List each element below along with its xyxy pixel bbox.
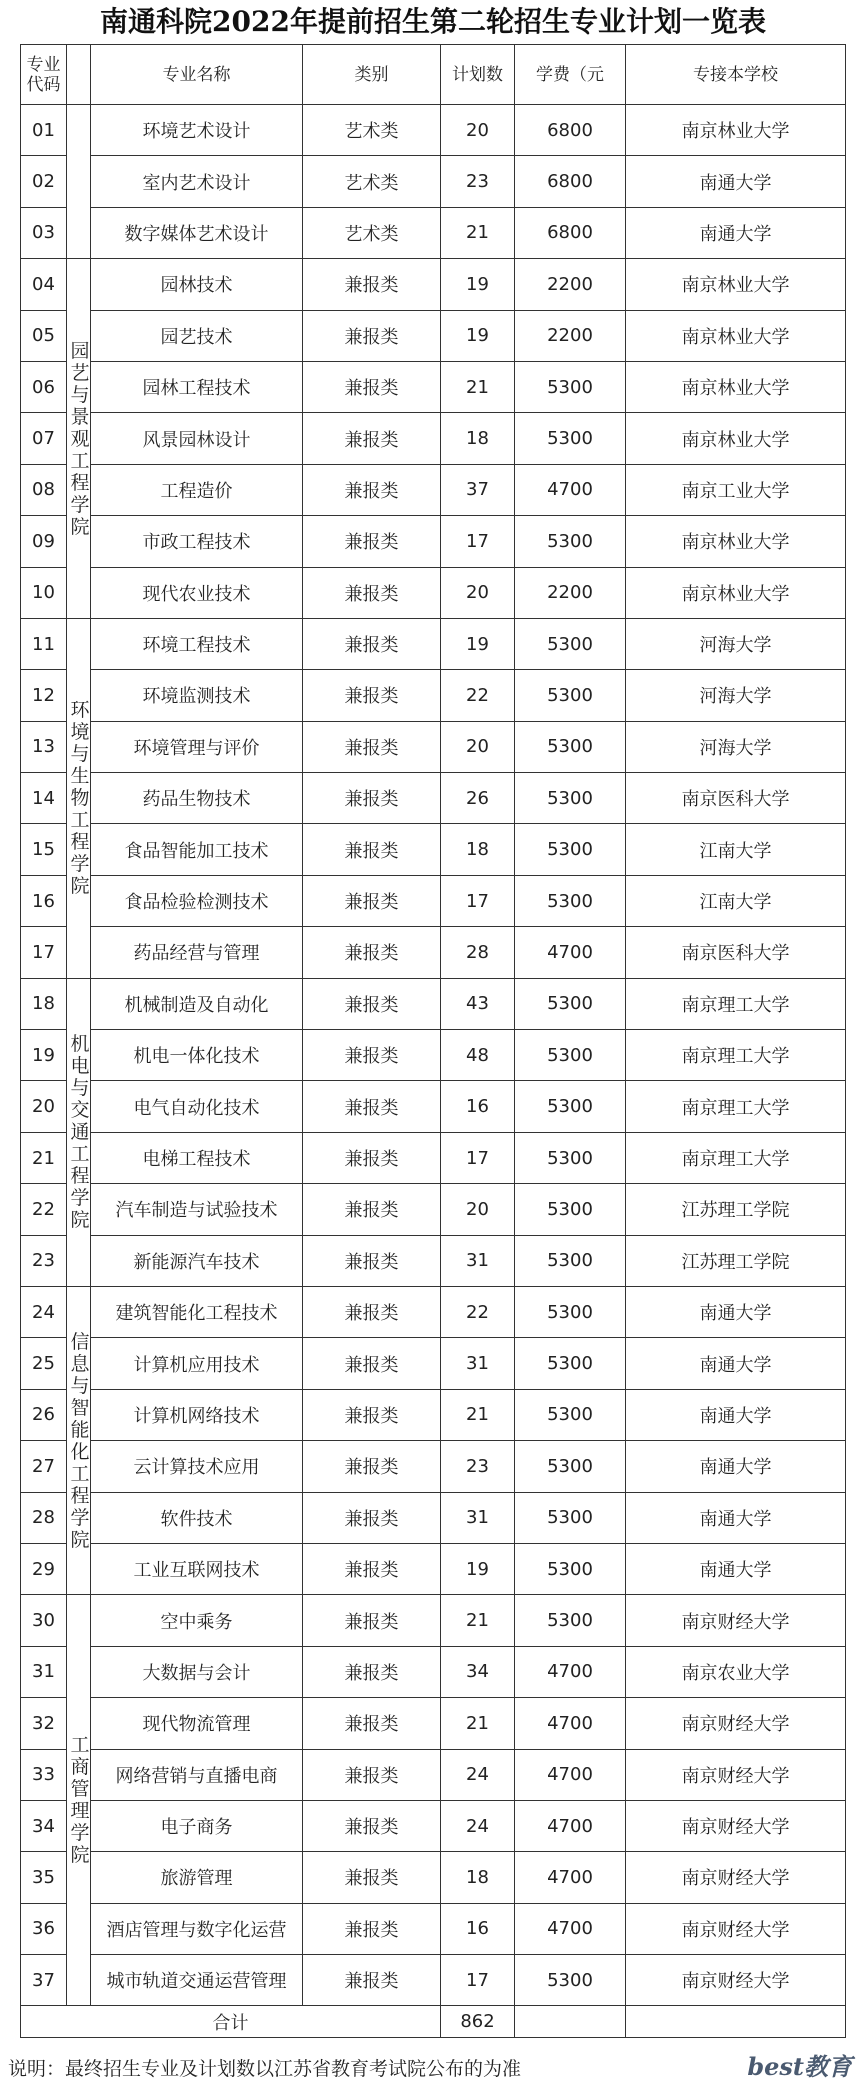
tuition-fee: 4700 bbox=[515, 1749, 626, 1800]
plan-count: 18 bbox=[441, 413, 515, 464]
major-name: 空中乘务 bbox=[91, 1595, 303, 1646]
major-name: 汽车制造与试验技术 bbox=[91, 1184, 303, 1235]
tuition-fee: 5300 bbox=[515, 1081, 626, 1132]
plan-count: 16 bbox=[441, 1903, 515, 1954]
plan-count: 37 bbox=[441, 464, 515, 515]
tuition-fee: 4700 bbox=[515, 1852, 626, 1903]
major-code: 19 bbox=[21, 1030, 67, 1081]
plan-count: 20 bbox=[441, 567, 515, 618]
major-name: 环境工程技术 bbox=[91, 618, 303, 669]
transfer-school: 南京林业大学 bbox=[626, 361, 846, 412]
tuition-fee: 2200 bbox=[515, 567, 626, 618]
page-title: 南通科院2022年提前招生第二轮招生专业计划一览表 bbox=[100, 5, 766, 38]
tuition-fee: 4700 bbox=[515, 1903, 626, 1954]
department-cell bbox=[67, 105, 91, 259]
major-category: 兼报类 bbox=[303, 618, 441, 669]
major-category: 兼报类 bbox=[303, 1338, 441, 1389]
transfer-school: 南通大学 bbox=[626, 1543, 846, 1594]
header-name: 专业名称 bbox=[91, 45, 303, 105]
tuition-fee: 5300 bbox=[515, 1184, 626, 1235]
tuition-fee: 5300 bbox=[515, 978, 626, 1029]
plan-count: 48 bbox=[441, 1030, 515, 1081]
footnote: 说明：最终招生专业及计划数以江苏省教育考试院公布的为准 bbox=[8, 2058, 522, 2080]
tuition-fee: 5300 bbox=[515, 516, 626, 567]
tuition-fee: 5300 bbox=[515, 1955, 626, 2006]
major-code: 25 bbox=[21, 1338, 67, 1389]
transfer-school: 南京医科大学 bbox=[626, 927, 846, 978]
major-category: 兼报类 bbox=[303, 1132, 441, 1183]
tuition-fee: 5300 bbox=[515, 618, 626, 669]
major-code: 02 bbox=[21, 156, 67, 207]
tuition-fee: 5300 bbox=[515, 361, 626, 412]
major-category: 兼报类 bbox=[303, 1595, 441, 1646]
transfer-school: 南京财经大学 bbox=[626, 1595, 846, 1646]
table-row bbox=[21, 1389, 846, 1440]
plan-count: 18 bbox=[441, 824, 515, 875]
table-row bbox=[21, 1903, 846, 1954]
tuition-fee: 5300 bbox=[515, 1030, 626, 1081]
major-code: 32 bbox=[21, 1698, 67, 1749]
table-row bbox=[21, 618, 846, 669]
total-fee bbox=[515, 2006, 626, 2038]
major-category: 兼报类 bbox=[303, 1441, 441, 1492]
major-category: 兼报类 bbox=[303, 1286, 441, 1337]
plan-count: 17 bbox=[441, 516, 515, 567]
major-code: 30 bbox=[21, 1595, 67, 1646]
major-category: 兼报类 bbox=[303, 1235, 441, 1286]
tuition-fee: 5300 bbox=[515, 1338, 626, 1389]
department-cell bbox=[67, 1595, 91, 2006]
total-school bbox=[626, 2006, 846, 2038]
header-code: 专业代码 bbox=[21, 45, 67, 105]
major-name: 新能源汽车技术 bbox=[91, 1235, 303, 1286]
major-code: 34 bbox=[21, 1800, 67, 1851]
transfer-school: 南京财经大学 bbox=[626, 1749, 846, 1800]
table-row bbox=[21, 1543, 846, 1594]
major-name: 食品检验检测技术 bbox=[91, 875, 303, 926]
major-category: 兼报类 bbox=[303, 875, 441, 926]
transfer-school: 河海大学 bbox=[626, 670, 846, 721]
major-category: 兼报类 bbox=[303, 1698, 441, 1749]
major-name: 计算机应用技术 bbox=[91, 1338, 303, 1389]
tuition-fee: 5300 bbox=[515, 824, 626, 875]
major-code: 09 bbox=[21, 516, 67, 567]
major-name: 环境艺术设计 bbox=[91, 105, 303, 156]
watermark-logo: best教育 bbox=[747, 2052, 852, 2081]
major-name: 环境监测技术 bbox=[91, 670, 303, 721]
table-row bbox=[21, 1698, 846, 1749]
transfer-school: 南京林业大学 bbox=[626, 516, 846, 567]
plan-count: 21 bbox=[441, 1389, 515, 1440]
transfer-school: 南京林业大学 bbox=[626, 105, 846, 156]
tuition-fee: 6800 bbox=[515, 207, 626, 258]
table-row bbox=[21, 1338, 846, 1389]
table-row bbox=[21, 1030, 846, 1081]
plan-count: 28 bbox=[441, 927, 515, 978]
transfer-school: 南通大学 bbox=[626, 1338, 846, 1389]
transfer-school: 南通大学 bbox=[626, 1441, 846, 1492]
transfer-school: 南京理工大学 bbox=[626, 1132, 846, 1183]
tuition-fee: 5300 bbox=[515, 1235, 626, 1286]
table-row bbox=[21, 1646, 846, 1697]
major-name: 计算机网络技术 bbox=[91, 1389, 303, 1440]
major-code: 16 bbox=[21, 875, 67, 926]
major-category: 兼报类 bbox=[303, 1389, 441, 1440]
plan-count: 26 bbox=[441, 773, 515, 824]
major-name: 园林工程技术 bbox=[91, 361, 303, 412]
major-category: 兼报类 bbox=[303, 567, 441, 618]
transfer-school: 南通大学 bbox=[626, 1389, 846, 1440]
department-cell bbox=[67, 618, 91, 978]
major-code: 08 bbox=[21, 464, 67, 515]
transfer-school: 南京财经大学 bbox=[626, 1903, 846, 1954]
major-name: 建筑智能化工程技术 bbox=[91, 1286, 303, 1337]
total-plan: 862 bbox=[441, 2006, 515, 2038]
transfer-school: 南京财经大学 bbox=[626, 1852, 846, 1903]
total-row bbox=[21, 2006, 846, 2038]
plan-count: 23 bbox=[441, 156, 515, 207]
major-code: 23 bbox=[21, 1235, 67, 1286]
major-code: 27 bbox=[21, 1441, 67, 1492]
major-category: 兼报类 bbox=[303, 1852, 441, 1903]
major-category: 兼报类 bbox=[303, 1955, 441, 2006]
table-row bbox=[21, 464, 846, 515]
tuition-fee: 6800 bbox=[515, 156, 626, 207]
tuition-fee: 5300 bbox=[515, 1492, 626, 1543]
table-row bbox=[21, 1749, 846, 1800]
department-label: 工商管理学院 bbox=[70, 1734, 90, 1867]
tuition-fee: 5300 bbox=[515, 1389, 626, 1440]
major-code: 04 bbox=[21, 259, 67, 310]
major-name: 大数据与会计 bbox=[91, 1646, 303, 1697]
major-category: 兼报类 bbox=[303, 721, 441, 772]
major-code: 22 bbox=[21, 1184, 67, 1235]
plan-count: 21 bbox=[441, 207, 515, 258]
major-code: 24 bbox=[21, 1286, 67, 1337]
transfer-school: 江南大学 bbox=[626, 824, 846, 875]
table-row bbox=[21, 773, 846, 824]
tuition-fee: 5300 bbox=[515, 1595, 626, 1646]
major-code: 17 bbox=[21, 927, 67, 978]
transfer-school: 江南大学 bbox=[626, 875, 846, 926]
major-name: 城市轨道交通运营管理 bbox=[91, 1955, 303, 2006]
major-category: 兼报类 bbox=[303, 773, 441, 824]
table-row bbox=[21, 1955, 846, 2006]
header-fee: 学费（元 bbox=[515, 45, 626, 105]
table-row bbox=[21, 259, 846, 310]
tuition-fee: 5300 bbox=[515, 1132, 626, 1183]
tuition-fee: 5300 bbox=[515, 875, 626, 926]
department-cell bbox=[67, 1286, 91, 1594]
plan-count: 31 bbox=[441, 1338, 515, 1389]
total-label: 合计 bbox=[21, 2006, 441, 2038]
table-row bbox=[21, 1132, 846, 1183]
plan-count: 17 bbox=[441, 1955, 515, 2006]
plan-count: 20 bbox=[441, 721, 515, 772]
major-category: 兼报类 bbox=[303, 361, 441, 412]
tuition-fee: 2200 bbox=[515, 259, 626, 310]
department-cell bbox=[67, 978, 91, 1286]
plan-count: 43 bbox=[441, 978, 515, 1029]
department-label: 园艺与景观工程学院 bbox=[70, 339, 90, 538]
major-category: 艺术类 bbox=[303, 105, 441, 156]
transfer-school: 河海大学 bbox=[626, 618, 846, 669]
major-category: 兼报类 bbox=[303, 259, 441, 310]
plan-count: 22 bbox=[441, 1286, 515, 1337]
major-name: 酒店管理与数字化运营 bbox=[91, 1903, 303, 1954]
tuition-fee: 4700 bbox=[515, 1800, 626, 1851]
major-category: 艺术类 bbox=[303, 207, 441, 258]
tuition-fee: 4700 bbox=[515, 927, 626, 978]
major-category: 兼报类 bbox=[303, 1081, 441, 1132]
plan-count: 24 bbox=[441, 1749, 515, 1800]
major-name: 室内艺术设计 bbox=[91, 156, 303, 207]
major-name: 药品生物技术 bbox=[91, 773, 303, 824]
table-row bbox=[21, 361, 846, 412]
major-name: 现代物流管理 bbox=[91, 1698, 303, 1749]
table-row bbox=[21, 1235, 846, 1286]
tuition-fee: 4700 bbox=[515, 1646, 626, 1697]
department-cell bbox=[67, 259, 91, 619]
major-category: 兼报类 bbox=[303, 1800, 441, 1851]
transfer-school: 南京理工大学 bbox=[626, 978, 846, 1029]
major-name: 电子商务 bbox=[91, 1800, 303, 1851]
major-category: 兼报类 bbox=[303, 978, 441, 1029]
major-code: 31 bbox=[21, 1646, 67, 1697]
major-code: 10 bbox=[21, 567, 67, 618]
plan-count: 21 bbox=[441, 1595, 515, 1646]
major-name: 市政工程技术 bbox=[91, 516, 303, 567]
major-name: 现代农业技术 bbox=[91, 567, 303, 618]
major-code: 36 bbox=[21, 1903, 67, 1954]
major-category: 兼报类 bbox=[303, 464, 441, 515]
major-name: 电梯工程技术 bbox=[91, 1132, 303, 1183]
transfer-school: 江苏理工学院 bbox=[626, 1184, 846, 1235]
tuition-fee: 2200 bbox=[515, 310, 626, 361]
major-code: 26 bbox=[21, 1389, 67, 1440]
plan-count: 16 bbox=[441, 1081, 515, 1132]
plan-count: 23 bbox=[441, 1441, 515, 1492]
major-category: 艺术类 bbox=[303, 156, 441, 207]
table-row bbox=[21, 1184, 846, 1235]
major-category: 兼报类 bbox=[303, 1184, 441, 1235]
major-name: 食品智能加工技术 bbox=[91, 824, 303, 875]
major-code: 01 bbox=[21, 105, 67, 156]
transfer-school: 南京理工大学 bbox=[626, 1081, 846, 1132]
major-name: 数字媒体艺术设计 bbox=[91, 207, 303, 258]
major-category: 兼报类 bbox=[303, 516, 441, 567]
transfer-school: 南京工业大学 bbox=[626, 464, 846, 515]
major-name: 云计算技术应用 bbox=[91, 1441, 303, 1492]
table-row bbox=[21, 310, 846, 361]
tuition-fee: 4700 bbox=[515, 464, 626, 515]
major-code: 12 bbox=[21, 670, 67, 721]
plan-count: 17 bbox=[441, 875, 515, 926]
department-label: 信息与智能化工程学院 bbox=[70, 1330, 90, 1551]
table-row bbox=[21, 207, 846, 258]
major-name: 工程造价 bbox=[91, 464, 303, 515]
tuition-fee: 5300 bbox=[515, 670, 626, 721]
transfer-school: 江苏理工学院 bbox=[626, 1235, 846, 1286]
major-name: 旅游管理 bbox=[91, 1852, 303, 1903]
tuition-fee: 5300 bbox=[515, 1286, 626, 1337]
major-category: 兼报类 bbox=[303, 670, 441, 721]
major-category: 兼报类 bbox=[303, 1646, 441, 1697]
plan-count: 19 bbox=[441, 310, 515, 361]
table-row bbox=[21, 1800, 846, 1851]
plan-count: 34 bbox=[441, 1646, 515, 1697]
plan-count: 19 bbox=[441, 618, 515, 669]
major-name: 药品经营与管理 bbox=[91, 927, 303, 978]
major-code: 35 bbox=[21, 1852, 67, 1903]
plan-count: 31 bbox=[441, 1235, 515, 1286]
major-code: 37 bbox=[21, 1955, 67, 2006]
major-category: 兼报类 bbox=[303, 1903, 441, 1954]
major-category: 兼报类 bbox=[303, 310, 441, 361]
major-category: 兼报类 bbox=[303, 824, 441, 875]
major-name: 环境管理与评价 bbox=[91, 721, 303, 772]
major-code: 28 bbox=[21, 1492, 67, 1543]
table-row bbox=[21, 516, 846, 567]
tuition-fee: 5300 bbox=[515, 413, 626, 464]
major-name: 机电一体化技术 bbox=[91, 1030, 303, 1081]
major-code: 29 bbox=[21, 1543, 67, 1594]
transfer-school: 南通大学 bbox=[626, 1492, 846, 1543]
transfer-school: 南京林业大学 bbox=[626, 413, 846, 464]
transfer-school: 南通大学 bbox=[626, 207, 846, 258]
table-row bbox=[21, 1286, 846, 1337]
major-code: 21 bbox=[21, 1132, 67, 1183]
plan-count: 18 bbox=[441, 1852, 515, 1903]
plan-count: 20 bbox=[441, 105, 515, 156]
plan-count: 22 bbox=[441, 670, 515, 721]
table-row bbox=[21, 105, 846, 156]
transfer-school: 南通大学 bbox=[626, 156, 846, 207]
table-row bbox=[21, 927, 846, 978]
transfer-school: 南京林业大学 bbox=[626, 567, 846, 618]
table-row bbox=[21, 1492, 846, 1543]
enrollment-plan-table bbox=[20, 44, 846, 2038]
transfer-school: 南通大学 bbox=[626, 1286, 846, 1337]
transfer-school: 南京财经大学 bbox=[626, 1955, 846, 2006]
plan-count: 19 bbox=[441, 259, 515, 310]
major-category: 兼报类 bbox=[303, 1749, 441, 1800]
transfer-school: 河海大学 bbox=[626, 721, 846, 772]
major-category: 兼报类 bbox=[303, 1492, 441, 1543]
table-row bbox=[21, 875, 846, 926]
major-code: 06 bbox=[21, 361, 67, 412]
plan-count: 19 bbox=[441, 1543, 515, 1594]
plan-count: 21 bbox=[441, 1698, 515, 1749]
transfer-school: 南京医科大学 bbox=[626, 773, 846, 824]
tuition-fee: 5300 bbox=[515, 1441, 626, 1492]
plan-count: 21 bbox=[441, 361, 515, 412]
table-row bbox=[21, 1852, 846, 1903]
header-school: 专接本学校 bbox=[626, 45, 846, 105]
plan-count: 20 bbox=[441, 1184, 515, 1235]
major-name: 风景园林设计 bbox=[91, 413, 303, 464]
plan-count: 17 bbox=[441, 1132, 515, 1183]
major-code: 03 bbox=[21, 207, 67, 258]
transfer-school: 南京财经大学 bbox=[626, 1698, 846, 1749]
table-row bbox=[21, 824, 846, 875]
major-code: 15 bbox=[21, 824, 67, 875]
tuition-fee: 4700 bbox=[515, 1698, 626, 1749]
table-row bbox=[21, 567, 846, 618]
tuition-fee: 5300 bbox=[515, 721, 626, 772]
transfer-school: 南京财经大学 bbox=[626, 1800, 846, 1851]
transfer-school: 南京林业大学 bbox=[626, 310, 846, 361]
table-row bbox=[21, 1595, 846, 1646]
table-row bbox=[21, 156, 846, 207]
plan-count: 31 bbox=[441, 1492, 515, 1543]
table-row bbox=[21, 670, 846, 721]
header-plan: 计划数 bbox=[441, 45, 515, 105]
major-code: 07 bbox=[21, 413, 67, 464]
transfer-school: 南京理工大学 bbox=[626, 1030, 846, 1081]
transfer-school: 南京林业大学 bbox=[626, 259, 846, 310]
major-category: 兼报类 bbox=[303, 1030, 441, 1081]
header-category: 类别 bbox=[303, 45, 441, 105]
table-row bbox=[21, 1081, 846, 1132]
major-name: 园艺技术 bbox=[91, 310, 303, 361]
major-name: 园林技术 bbox=[91, 259, 303, 310]
major-code: 20 bbox=[21, 1081, 67, 1132]
tuition-fee: 5300 bbox=[515, 773, 626, 824]
table-row bbox=[21, 413, 846, 464]
major-name: 工业互联网技术 bbox=[91, 1543, 303, 1594]
transfer-school: 南京农业大学 bbox=[626, 1646, 846, 1697]
major-category: 兼报类 bbox=[303, 1543, 441, 1594]
major-name: 软件技术 bbox=[91, 1492, 303, 1543]
header-dept bbox=[67, 45, 91, 105]
table-header-row bbox=[21, 45, 846, 105]
table-row bbox=[21, 978, 846, 1029]
table-row bbox=[21, 1441, 846, 1492]
major-name: 电气自动化技术 bbox=[91, 1081, 303, 1132]
major-name: 网络营销与直播电商 bbox=[91, 1749, 303, 1800]
plan-count: 24 bbox=[441, 1800, 515, 1851]
major-code: 18 bbox=[21, 978, 67, 1029]
tuition-fee: 5300 bbox=[515, 1543, 626, 1594]
major-name: 机械制造及自动化 bbox=[91, 978, 303, 1029]
major-category: 兼报类 bbox=[303, 413, 441, 464]
department-label: 机电与交通工程学院 bbox=[70, 1033, 90, 1232]
major-code: 13 bbox=[21, 721, 67, 772]
major-category: 兼报类 bbox=[303, 927, 441, 978]
tuition-fee: 6800 bbox=[515, 105, 626, 156]
table-row bbox=[21, 721, 846, 772]
department-label: 环境与生物工程学院 bbox=[70, 699, 90, 898]
major-code: 33 bbox=[21, 1749, 67, 1800]
major-code: 14 bbox=[21, 773, 67, 824]
major-code: 05 bbox=[21, 310, 67, 361]
major-code: 11 bbox=[21, 618, 67, 669]
